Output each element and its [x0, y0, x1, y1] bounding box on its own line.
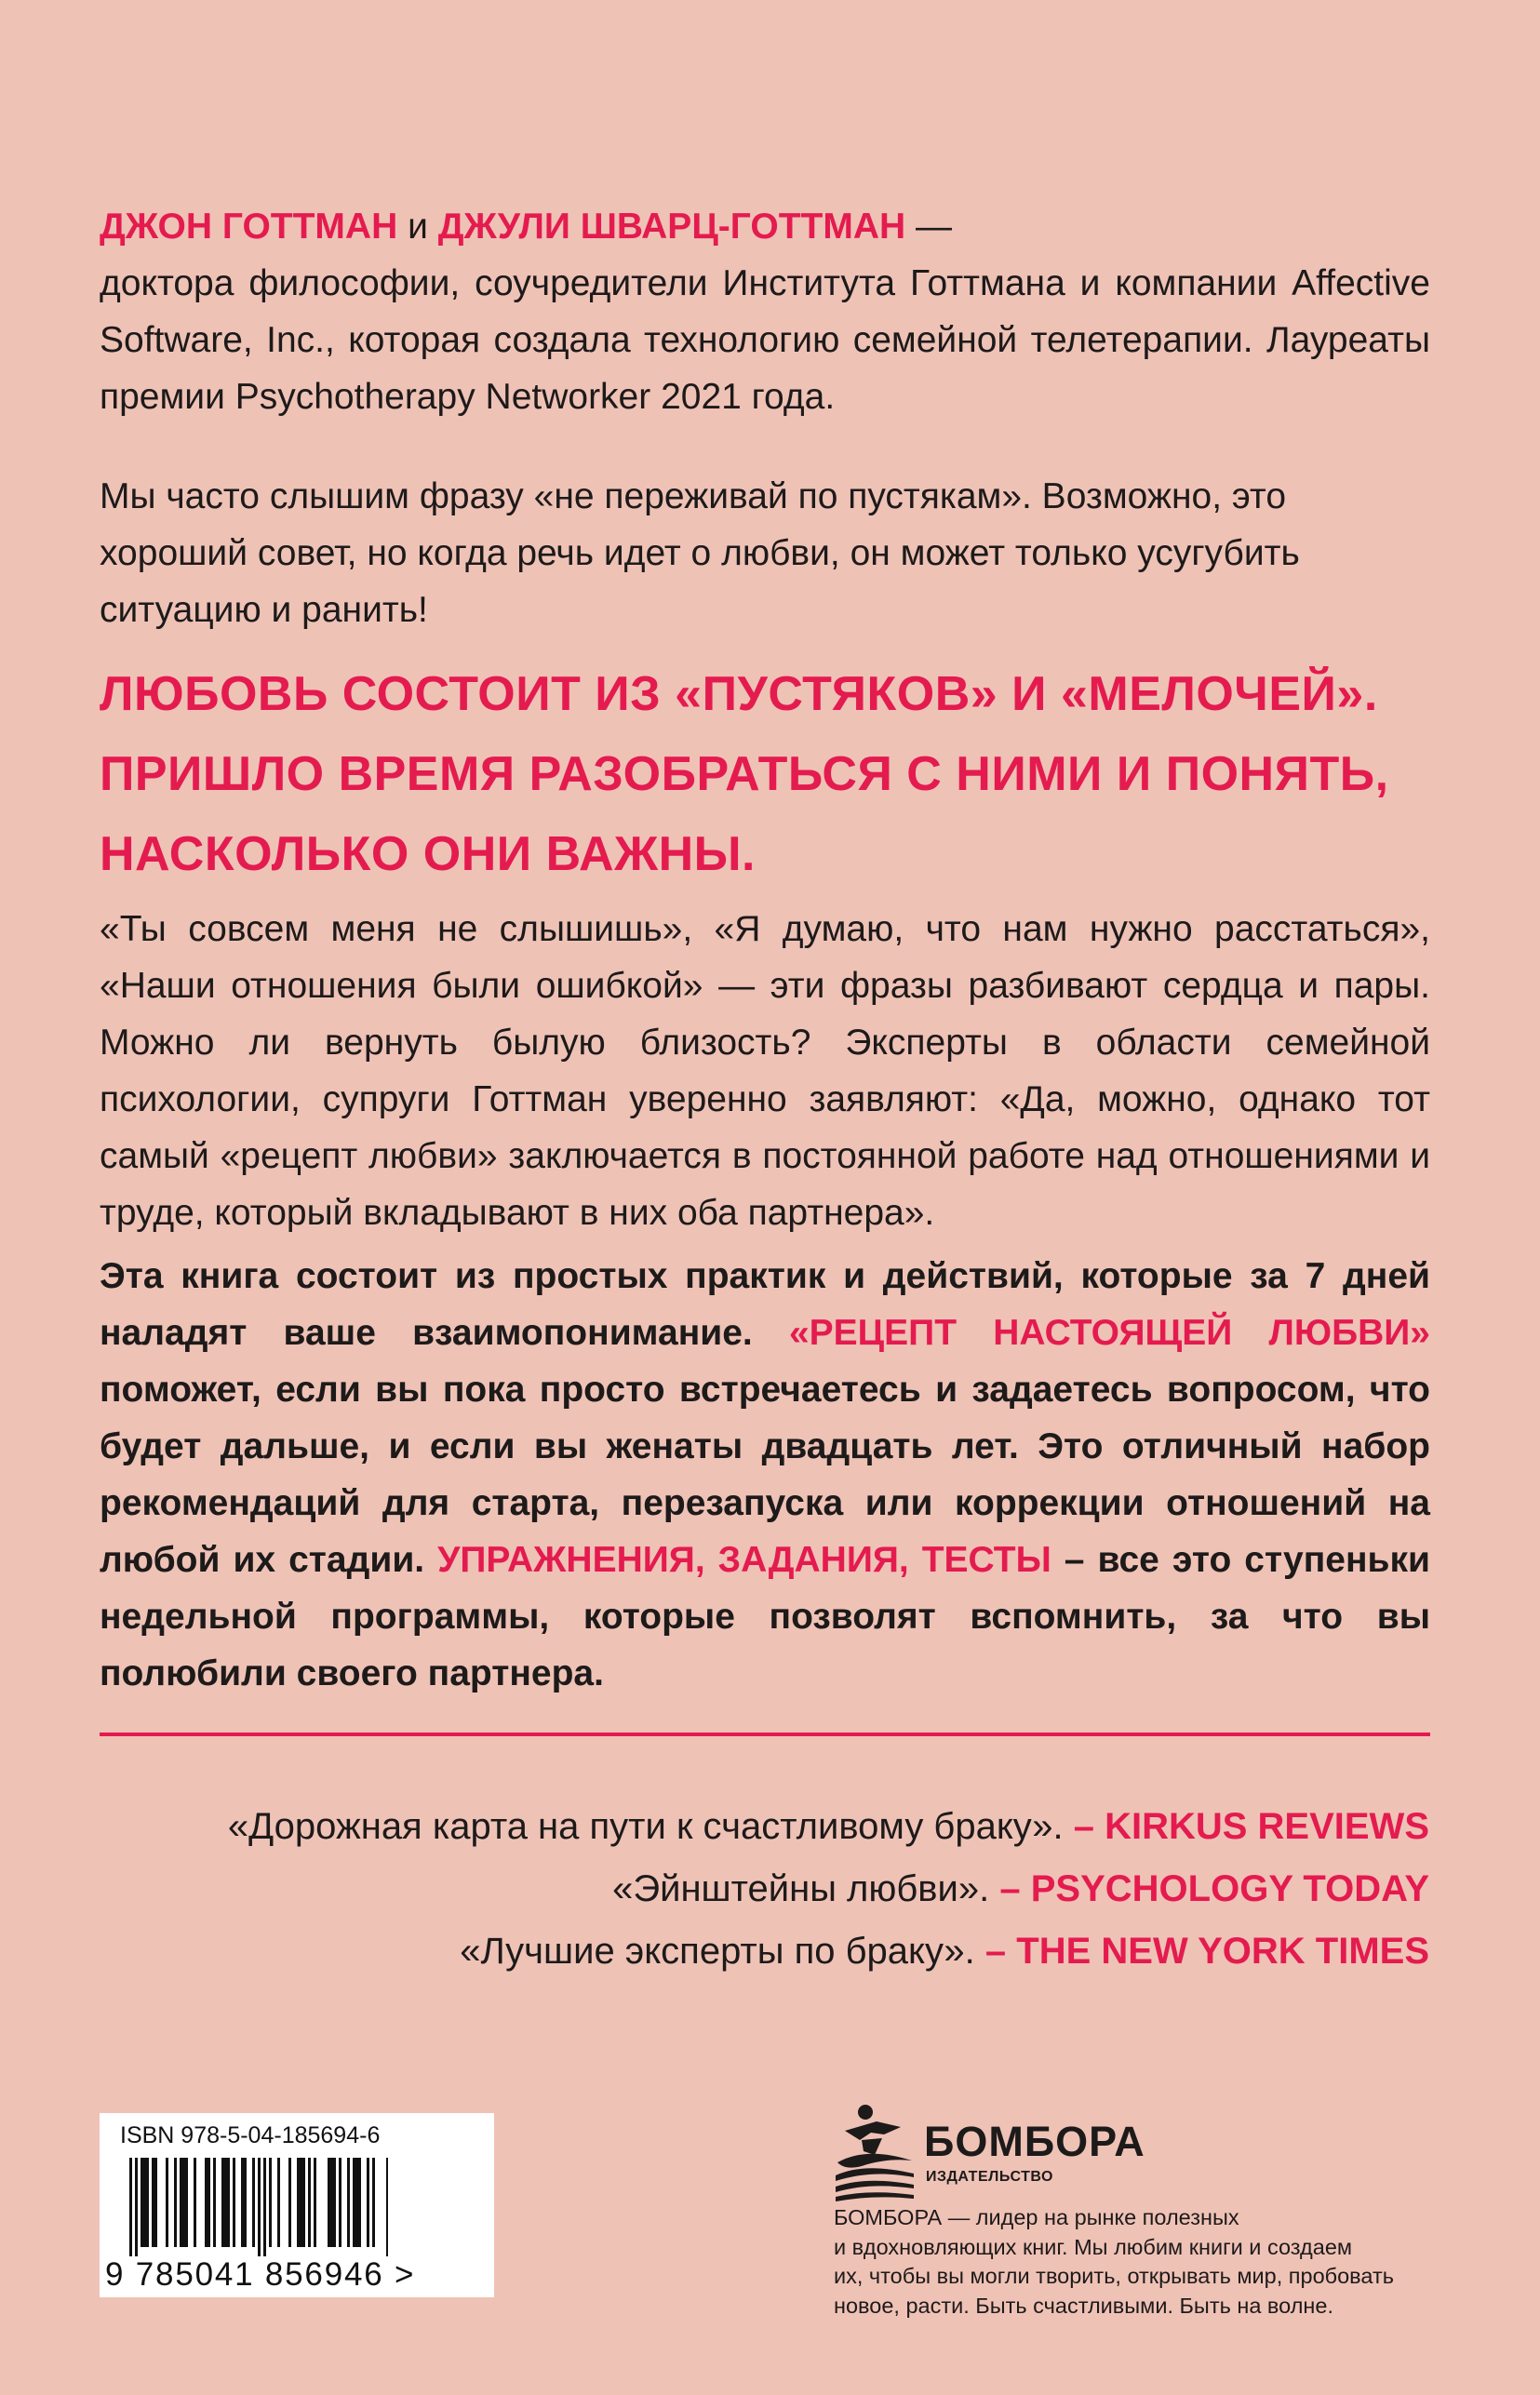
barcode-bar: [221, 2158, 224, 2247]
barcode-bar: [180, 2158, 182, 2247]
barcode-bar: [353, 2158, 355, 2247]
barcode-bar: [269, 2158, 272, 2247]
publisher-description-line: новое, расти. Быть счастливыми. Быть на волне.: [834, 2293, 1333, 2318]
barcode-bar: [372, 2158, 375, 2247]
barcode-bar: [314, 2158, 316, 2247]
publisher-description-line: БОМБОРА — лидер на рынке полезных: [834, 2205, 1239, 2229]
barcode-bar: [263, 2158, 266, 2256]
publisher-name: БОМБОРА: [924, 2118, 1145, 2165]
barcode-bar: [288, 2158, 291, 2247]
book-description: [100, 1248, 1430, 1702]
review-quote: «Дорожная карта на пути к счастливому браку».: [227, 1806, 1064, 1847]
barcode-bar: [152, 2158, 154, 2247]
barcode-bar: [386, 2158, 388, 2256]
review-source: – KIRKUS REVIEWS: [1063, 1806, 1429, 1847]
review-item: [228, 1920, 1429, 1983]
barcode: [109, 2158, 388, 2256]
barcode-bar: [308, 2158, 311, 2247]
barcode-bar: [208, 2158, 210, 2247]
author-connector: и: [397, 207, 438, 247]
barcode-bar: [227, 2158, 230, 2247]
isbn-label: ISBN 978-5-04-185694-6: [120, 2122, 381, 2148]
barcode-bar: [233, 2158, 235, 2247]
barcode-bar: [302, 2158, 305, 2247]
review-source: – THE NEW YORK TIMES: [974, 1931, 1429, 1972]
publisher-logo: [834, 2103, 1145, 2205]
bombora-wave-logo-icon: [834, 2103, 916, 2203]
barcode-bar: [213, 2158, 216, 2247]
barcode-bar: [252, 2158, 255, 2247]
barcode-bar: [347, 2158, 350, 2247]
book-description-part-2: поможет, если вы пока просто встречаетесь и задаетесь вопросом, что будет дальше, и если вы женаты двадцать лет. Это отличный набор рекомендаций для старта, перезапуска или коррекции отношений на любой их стадии.: [100, 1370, 1430, 1580]
author-bio: [100, 198, 1430, 425]
barcode-bar: [300, 2158, 302, 2247]
barcode-bar: [328, 2158, 330, 2247]
barcode-bar: [146, 2158, 149, 2247]
headline-line-1: ЛЮБОВЬ СОСТОИТ ИЗ «ПУСТЯКОВ» И «МЕЛОЧЕЙ».: [100, 667, 1378, 721]
barcode-bar: [129, 2158, 132, 2256]
book-title-accent: «РЕЦЕПТ НАСТОЯЩЕЙ ЛЮБВИ»: [788, 1313, 1430, 1353]
barcode-bar: [358, 2158, 361, 2247]
barcode-bar: [224, 2158, 227, 2247]
publisher-subtitle: ИЗДАТЕЛЬСТВО: [926, 2169, 1053, 2185]
review-quote: «Лучшие эксперты по браку».: [460, 1931, 975, 1972]
quote-paragraph: «Ты совсем меня не слышишь», «Я думаю, что нам нужно расстаться», «Наши отношения были ошибкой» — эти фразы разбивают сердца и пары. Можно ли вернуть былую близость? Эксперты в области семейной психологии, супруги Готтман уверенно заявляют: «Да, можно, однако тот самый «рецепт любви» заключается в постоянной работе над отношениями и труде, который вкладывают в них оба партнера».: [100, 909, 1430, 1233]
review-quote: «Эйнштейны любви».: [612, 1868, 990, 1909]
barcode-bar: [277, 2158, 280, 2247]
barcode-bar: [241, 2158, 244, 2247]
review-item: [228, 1858, 1429, 1920]
barcode-bar: [154, 2158, 157, 2247]
headline-line-2: ПРИШЛО ВРЕМЯ РАЗОБРАТЬСЯ С НИМИ И ПОНЯТЬ,: [100, 747, 1389, 801]
barcode-bar: [135, 2158, 138, 2256]
intro-paragraph: Мы часто слышим фразу «не переживай по пустякам». Возможно, это хороший совет, но когда речь идет о любви, он может только усугубить ситуацию и ранить!: [100, 476, 1300, 630]
barcode-bar: [297, 2158, 300, 2247]
publisher-description: [834, 2203, 1392, 2321]
author-dash: —: [905, 207, 953, 247]
review-source: – PSYCHOLOGY TODAY: [989, 1868, 1429, 1909]
barcode-digits: 9 785041 856946 >: [105, 2256, 416, 2293]
headline-line-3: НАСКОЛЬКО ОНИ ВАЖНЫ.: [100, 827, 756, 881]
barcode-bar: [141, 2158, 143, 2247]
barcode-bar: [205, 2158, 208, 2247]
barcode-bar: [333, 2158, 336, 2247]
barcode-bar: [143, 2158, 146, 2247]
review-list: [228, 1796, 1429, 1983]
barcode-bar: [330, 2158, 333, 2247]
barcode-bar: [339, 2158, 341, 2247]
review-item: [228, 1796, 1429, 1858]
barcode-bar: [194, 2158, 196, 2247]
barcode-bar: [174, 2158, 177, 2247]
publisher-description-line: и вдохновляющих книг. Мы любим книги и создаем: [834, 2234, 1353, 2259]
barcode-bar: [367, 2158, 369, 2247]
publisher-description-line: их, чтобы вы могли творить, открывать мир, пробовать: [834, 2264, 1394, 2288]
barcode-bar: [166, 2158, 168, 2247]
barcode-bar: [182, 2158, 185, 2247]
author-name-2: ДЖУЛИ ШВАРЦ-ГОТТМАН: [437, 207, 906, 247]
author-name-1: ДЖОН ГОТТМАН: [100, 207, 398, 247]
section-divider: [100, 1733, 1430, 1736]
isbn-barcode-block: [100, 2113, 494, 2297]
barcode-bar: [258, 2158, 261, 2256]
book-description-part-3: – все это ступеньки недельной программы, которые позволят вспомнить, за что вы полюбили своего партнера.: [100, 1540, 1430, 1693]
barcode-bar: [355, 2158, 358, 2247]
barcode-bar: [244, 2158, 247, 2247]
barcode-bar: [185, 2158, 188, 2247]
author-bio-text: доктора философии, соучредители Института Готтмана и компании Affective Software, Inc., которая создала технологию семейной телетерапии. Лауреаты премии Psychotherapy Networker 2021 года.: [100, 263, 1430, 417]
headline: [100, 654, 1449, 894]
book-description-part-1: Эта книга состоит из простых практик и действий, которые за 7 дней наладят ваше взаимопонимание.: [100, 1256, 1430, 1353]
exercises-accent: УПРАЖНЕНИЯ, ЗАДАНИЯ, ТЕСТЫ: [437, 1540, 1051, 1580]
